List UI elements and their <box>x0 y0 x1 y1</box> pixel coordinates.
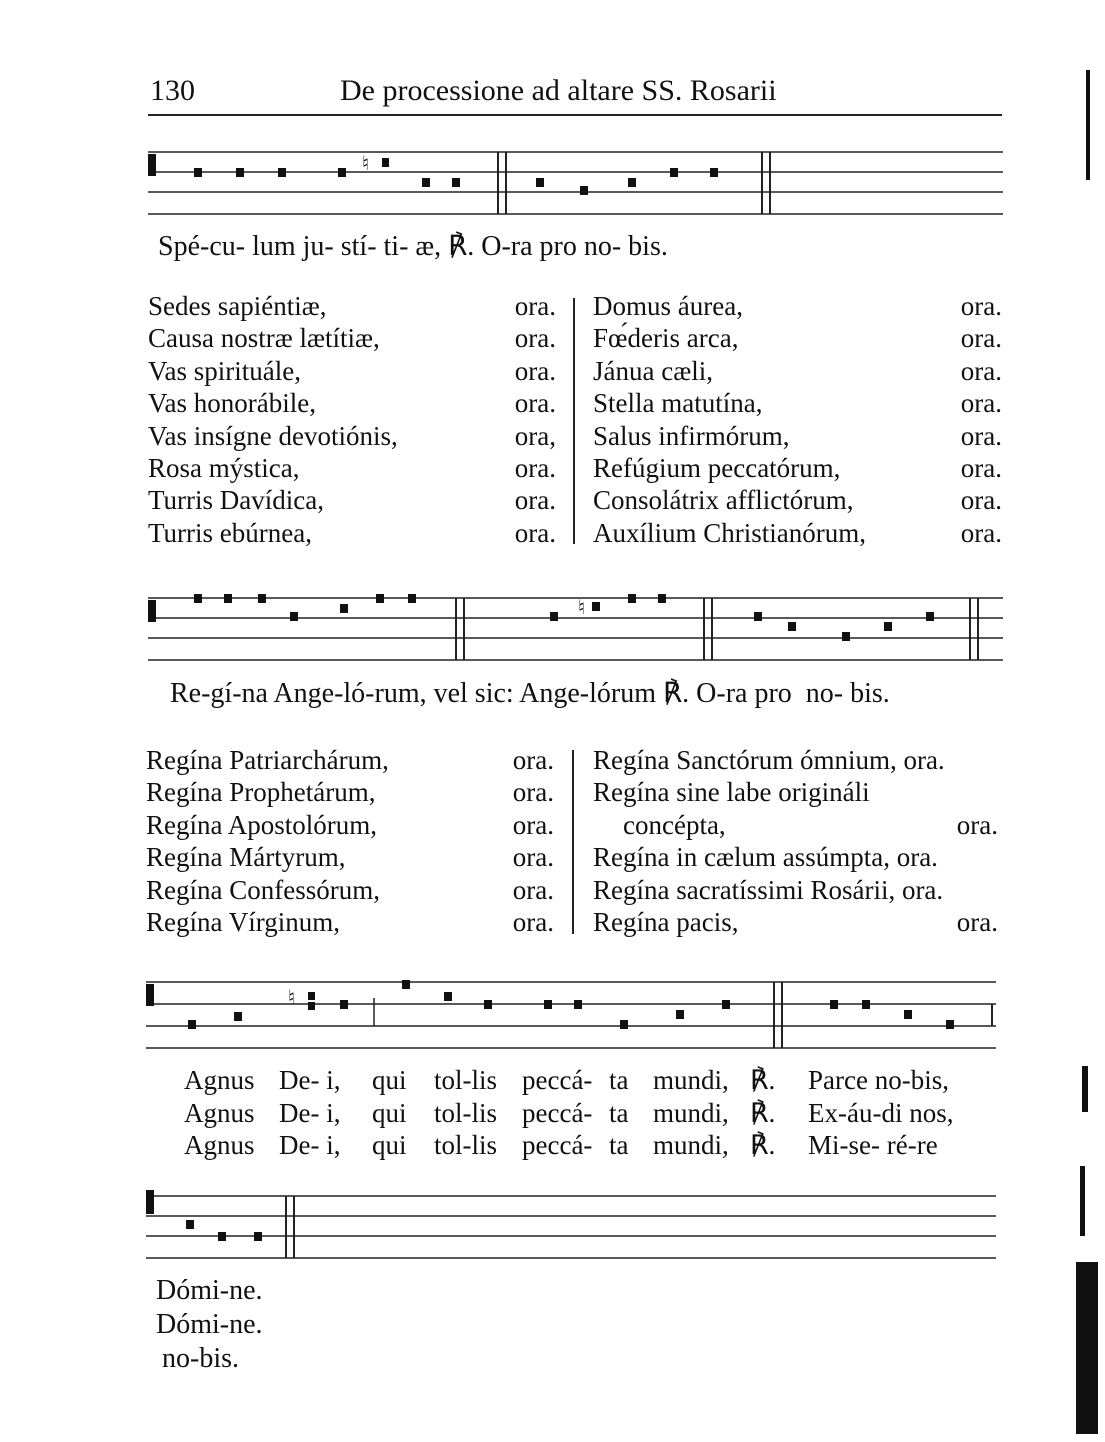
agnus-col-1 <box>184 1064 255 1162</box>
chant-staff-4 <box>146 1190 996 1262</box>
response <box>932 776 998 808</box>
invocation: Refúgium peccatórum, <box>593 452 841 483</box>
lyric-word: Mi-se- ré-re <box>808 1130 938 1160</box>
lyric-word: Agnus <box>184 1097 255 1128</box>
invocation: Auxílium Christianórum, <box>593 517 866 548</box>
response: ora. <box>960 323 1002 354</box>
chant-staff-2 <box>148 594 1003 666</box>
lyric-word: ta <box>609 1130 629 1160</box>
agnus-col-2 <box>279 1064 340 1162</box>
lyric-line: no-bis. <box>162 1343 239 1374</box>
invocation: Vas honorábile, <box>148 388 316 419</box>
agnus-col-4 <box>434 1064 497 1162</box>
litany-left-responses-2 <box>488 744 554 938</box>
lyric-word: qui <box>372 1065 407 1095</box>
lyric-word: tol-lis <box>434 1130 498 1160</box>
lyric-word: Ex-áu-di nos, <box>808 1097 954 1128</box>
chant-staff-3 <box>146 978 996 1052</box>
response <box>932 744 998 776</box>
scan-edge-mark <box>1082 1066 1088 1112</box>
lyric-word: mundi, <box>653 1130 729 1160</box>
lyric-word: qui <box>372 1130 407 1160</box>
scan-edge-mark <box>1086 70 1090 180</box>
invocation: Sedes sapiéntiæ, <box>148 291 327 321</box>
lyric-line: Dómi-ne. <box>156 1309 263 1340</box>
lyric-word: mundi, <box>653 1097 729 1128</box>
lyric-word: peccá- <box>522 1130 593 1160</box>
lyric-word: peccá- <box>522 1097 593 1128</box>
invocation: Domus áurea, <box>593 291 743 321</box>
chant-lyrics-4 <box>156 1274 263 1376</box>
response: ora. <box>512 906 554 937</box>
scan-edge-mark <box>1080 1166 1085 1236</box>
response: ora. <box>960 291 1002 321</box>
litany-left-column-2 <box>146 744 389 938</box>
svg-text:♮: ♮ <box>362 151 370 175</box>
lyric-word: Agnus <box>184 1065 255 1095</box>
response: ora. <box>956 809 998 840</box>
litany-left-responses-1 <box>490 290 556 549</box>
chant-lyrics-2: Re-gí-na Ange-ló-rum, vel sic: Ange-lórum ℟. O-ra pro no- bis. <box>170 678 890 709</box>
agnus-col-6 <box>609 1064 629 1162</box>
invocation: Turris ebúrnea, <box>148 517 312 548</box>
invocation: Regína Mártyrum, <box>146 842 346 873</box>
response-symbol: ℟. <box>750 1065 776 1095</box>
invocation: Vas insígne devotiónis, <box>148 420 398 451</box>
lyric-word: tol-lis <box>434 1097 498 1128</box>
response: ora. <box>514 323 556 354</box>
lyric-word: De- i, <box>279 1065 341 1095</box>
response: ora. <box>514 517 556 548</box>
invocation: concépta, <box>623 809 726 840</box>
response: ora. <box>512 745 554 775</box>
response-symbol: ℟. <box>750 1130 776 1160</box>
lyric-word: tol-lis <box>434 1065 498 1095</box>
invocation: Regína Patriarchárum, <box>146 745 389 775</box>
litany-right-column-1 <box>593 290 866 549</box>
invocation: Fœ́deris arca, <box>593 323 739 354</box>
response: ora. <box>514 388 556 419</box>
lyric-word: Agnus <box>184 1130 255 1160</box>
response: ora. <box>956 906 998 937</box>
page-number: 130 <box>150 74 195 107</box>
litany-left-column-1 <box>148 290 398 549</box>
lyric-word: mundi, <box>653 1065 729 1095</box>
invocation: Regína Confessórum, <box>146 874 380 905</box>
chant-lyrics-1: Spé-cu- lum ju- stí- ti- æ, ℟. O-ra pro no- bis. <box>158 231 668 262</box>
lyric-word: qui <box>372 1097 407 1128</box>
header-rule <box>148 114 1002 116</box>
invocation: Vas spirituále, <box>148 355 301 386</box>
lyric-word: De- i, <box>279 1097 341 1128</box>
invocation: Regína Apostolórum, <box>146 809 377 840</box>
chant-staff-1 <box>148 148 1003 220</box>
svg-text:♮: ♮ <box>288 985 296 1009</box>
invocation: Turris Davídica, <box>148 485 324 516</box>
column-divider <box>572 750 574 934</box>
scan-edge-mark <box>1076 1262 1098 1434</box>
invocation: Rosa mýstica, <box>148 452 300 483</box>
response: ora. <box>960 452 1002 483</box>
agnus-col-7 <box>653 1064 729 1162</box>
response: ora. <box>960 485 1002 516</box>
litany-right-responses-2 <box>932 744 998 938</box>
response: ora, <box>514 420 556 451</box>
lyric-word: peccá- <box>522 1065 593 1095</box>
invocation: Regína Prophetárum, <box>146 777 376 808</box>
invocation: Consolátrix afflictórum, <box>593 485 854 516</box>
response: ora. <box>514 291 556 321</box>
agnus-col-8 <box>750 1064 775 1162</box>
response: ora. <box>960 517 1002 548</box>
invocation: Regína Vírginum, <box>146 906 340 937</box>
column-divider <box>573 298 575 544</box>
response <box>932 874 998 906</box>
lyric-word: ta <box>609 1065 629 1095</box>
response: ora. <box>512 842 554 873</box>
agnus-col-5 <box>522 1064 592 1162</box>
response: ora. <box>512 777 554 808</box>
invocation: Regína sine labe origináli <box>593 777 870 808</box>
lyric-line: Dómi-ne. <box>156 1275 263 1306</box>
agnus-col-9 <box>808 1064 953 1162</box>
response-symbol: ℟. <box>750 1097 776 1128</box>
response: ora. <box>514 355 556 386</box>
invocation: Salus infirmórum, <box>593 420 790 451</box>
invocation: Jánua cæli, <box>593 355 713 386</box>
invocation: Causa nostræ lætítiæ, <box>148 323 380 354</box>
invocation: Regína sacratíssimi Rosárii, ora. <box>593 874 944 905</box>
invocation: Regína Sanctórum ómnium, ora. <box>593 745 945 775</box>
invocation: Regína in cælum assúmpta, ora. <box>593 842 938 873</box>
invocation: Stella matutína, <box>593 388 763 419</box>
response: ora. <box>960 420 1002 451</box>
invocation: Regína pacis, <box>593 906 739 937</box>
lyric-word: De- i, <box>279 1130 341 1160</box>
litany-right-responses-1 <box>936 290 1002 549</box>
svg-text:♮: ♮ <box>578 595 586 619</box>
response: ora. <box>960 388 1002 419</box>
agnus-col-3 <box>372 1064 407 1162</box>
lyric-word: Parce no-bis, <box>808 1065 949 1095</box>
lyric-word: ta <box>609 1097 629 1128</box>
response: ora. <box>960 355 1002 386</box>
response: ora. <box>514 452 556 483</box>
response <box>932 841 998 873</box>
litany-right-column-2 <box>593 744 945 938</box>
response: ora. <box>514 485 556 516</box>
response: ora. <box>512 874 554 905</box>
page-title: De processione ad altare SS. Rosarii <box>340 74 777 107</box>
response: ora. <box>512 809 554 840</box>
